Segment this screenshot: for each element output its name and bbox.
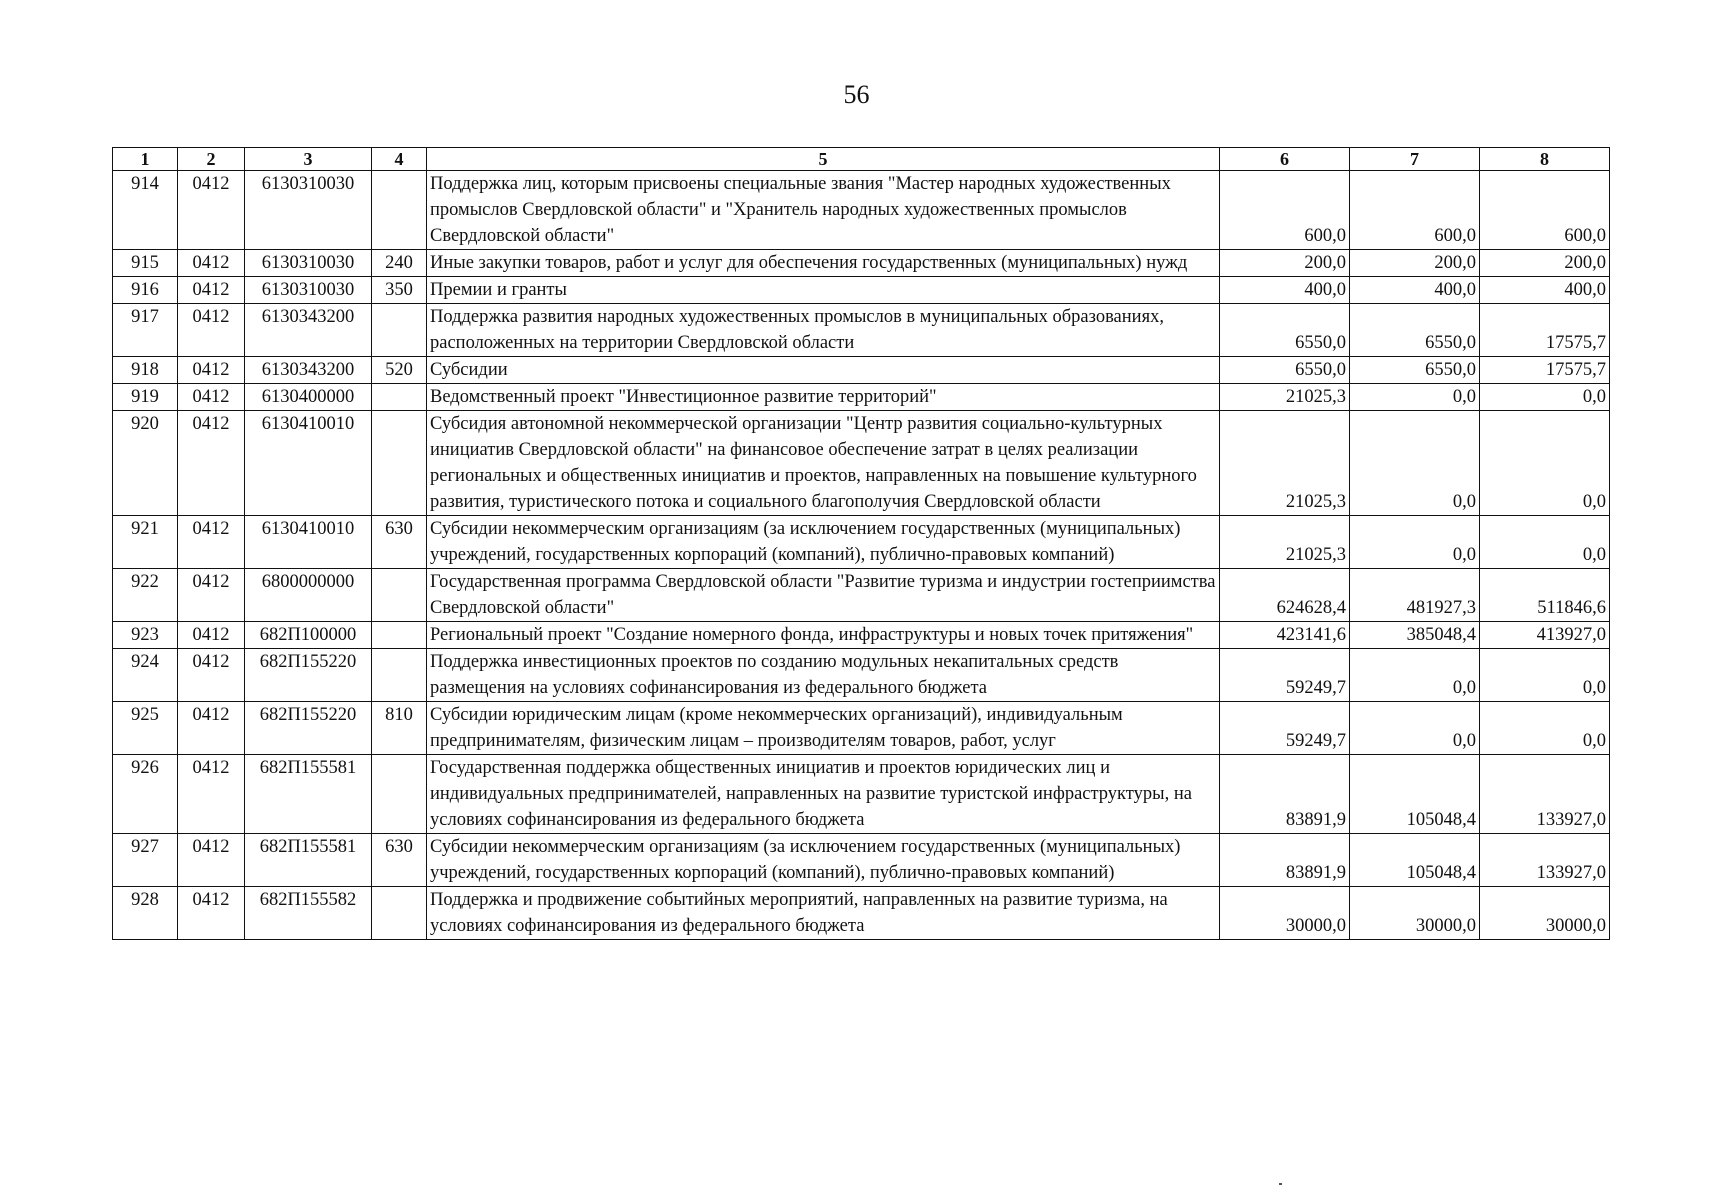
amount-col8-cell: 133927,0 bbox=[1480, 755, 1610, 834]
expense-type-cell: 630 bbox=[372, 516, 427, 569]
amount-col8-cell: 413927,0 bbox=[1480, 622, 1610, 649]
amount-col8-cell: 0,0 bbox=[1480, 516, 1610, 569]
amount-col7-cell: 30000,0 bbox=[1350, 887, 1480, 940]
column-header-4: 4 bbox=[372, 148, 427, 171]
amount-col6-cell: 30000,0 bbox=[1220, 887, 1350, 940]
amount-col7-cell: 0,0 bbox=[1350, 702, 1480, 755]
expense-type-cell bbox=[372, 304, 427, 357]
section-code-cell: 0412 bbox=[178, 622, 245, 649]
column-header-1: 1 bbox=[113, 148, 178, 171]
amount-col7-cell: 0,0 bbox=[1350, 649, 1480, 702]
amount-col7-cell: 0,0 bbox=[1350, 516, 1480, 569]
table-row bbox=[113, 649, 1610, 702]
amount-col8-cell: 511846,6 bbox=[1480, 569, 1610, 622]
target-code-cell: 6130410010 bbox=[245, 411, 372, 516]
amount-col8-cell: 17575,7 bbox=[1480, 304, 1610, 357]
section-code-cell: 0412 bbox=[178, 250, 245, 277]
row-number-cell: 927 bbox=[113, 834, 178, 887]
column-header-7: 7 bbox=[1350, 148, 1480, 171]
target-code-cell: 682П155582 bbox=[245, 887, 372, 940]
section-code-cell: 0412 bbox=[178, 384, 245, 411]
item-name-cell: Поддержка инвестиционных проектов по созданию модульных некапитальных средств размещения на условиях софинансирования из федерального бюджета bbox=[427, 649, 1220, 702]
section-code-cell: 0412 bbox=[178, 755, 245, 834]
amount-col7-cell: 105048,4 bbox=[1350, 755, 1480, 834]
table-row bbox=[113, 622, 1610, 649]
expense-type-cell bbox=[372, 755, 427, 834]
amount-col7-cell: 6550,0 bbox=[1350, 304, 1480, 357]
expense-type-cell bbox=[372, 887, 427, 940]
expense-type-cell: 240 bbox=[372, 250, 427, 277]
item-name-cell: Субсидии некоммерческим организациям (за исключением государственных (муниципальных) учреждений, государственных корпораций (компаний), публично-правовых компаний) bbox=[427, 516, 1220, 569]
table-row bbox=[113, 887, 1610, 940]
expense-type-cell bbox=[372, 622, 427, 649]
table-body bbox=[113, 171, 1610, 940]
amount-col6-cell: 83891,9 bbox=[1220, 834, 1350, 887]
table-row bbox=[113, 304, 1610, 357]
amount-col6-cell: 83891,9 bbox=[1220, 755, 1350, 834]
row-number-cell: 914 bbox=[113, 171, 178, 250]
row-number-cell: 923 bbox=[113, 622, 178, 649]
target-code-cell: 682П155581 bbox=[245, 834, 372, 887]
target-code-cell: 6130410010 bbox=[245, 516, 372, 569]
target-code-cell: 6130310030 bbox=[245, 277, 372, 304]
expense-type-cell bbox=[372, 649, 427, 702]
amount-col6-cell: 600,0 bbox=[1220, 171, 1350, 250]
amount-col8-cell: 133927,0 bbox=[1480, 834, 1610, 887]
section-code-cell: 0412 bbox=[178, 702, 245, 755]
budget-table bbox=[112, 147, 1610, 940]
table-row bbox=[113, 277, 1610, 304]
section-code-cell: 0412 bbox=[178, 357, 245, 384]
target-code-cell: 6130310030 bbox=[245, 250, 372, 277]
table-row bbox=[113, 171, 1610, 250]
item-name-cell: Субсидии bbox=[427, 357, 1220, 384]
section-code-cell: 0412 bbox=[178, 171, 245, 250]
row-number-cell: 926 bbox=[113, 755, 178, 834]
target-code-cell: 6130400000 bbox=[245, 384, 372, 411]
table-header bbox=[113, 148, 1610, 171]
expense-type-cell bbox=[372, 384, 427, 411]
column-header-8: 8 bbox=[1480, 148, 1610, 171]
item-name-cell: Поддержка и продвижение событийных мероприятий, направленных на развитие туризма, на условиях софинансирования из федерального бюджета bbox=[427, 887, 1220, 940]
row-number-cell: 915 bbox=[113, 250, 178, 277]
amount-col7-cell: 400,0 bbox=[1350, 277, 1480, 304]
header-row bbox=[113, 148, 1610, 171]
row-number-cell: 920 bbox=[113, 411, 178, 516]
expense-type-cell: 520 bbox=[372, 357, 427, 384]
item-name-cell: Иные закупки товаров, работ и услуг для обеспечения государственных (муниципальных) нужд bbox=[427, 250, 1220, 277]
section-code-cell: 0412 bbox=[178, 649, 245, 702]
amount-col8-cell: 0,0 bbox=[1480, 649, 1610, 702]
column-header-5: 5 bbox=[427, 148, 1220, 171]
amount-col8-cell: 0,0 bbox=[1480, 411, 1610, 516]
amount-col6-cell: 624628,4 bbox=[1220, 569, 1350, 622]
amount-col8-cell: 400,0 bbox=[1480, 277, 1610, 304]
expense-type-cell bbox=[372, 171, 427, 250]
table-row bbox=[113, 384, 1610, 411]
item-name-cell: Поддержка развития народных художественных промыслов в муниципальных образованиях, расположенных на территории Свердловской области bbox=[427, 304, 1220, 357]
row-number-cell: 917 bbox=[113, 304, 178, 357]
section-code-cell: 0412 bbox=[178, 834, 245, 887]
item-name-cell: Поддержка лиц, которым присвоены специальные звания "Мастер народных художественных промыслов Свердловской области" и "Хранитель народных художественных промыслов Свердловской области" bbox=[427, 171, 1220, 250]
amount-col6-cell: 59249,7 bbox=[1220, 702, 1350, 755]
item-name-cell: Субсидии некоммерческим организациям (за исключением государственных (муниципальных) учреждений, государственных корпораций (компаний), публично-правовых компаний) bbox=[427, 834, 1220, 887]
scan-speck bbox=[1279, 1183, 1282, 1185]
target-code-cell: 682П100000 bbox=[245, 622, 372, 649]
amount-col7-cell: 6550,0 bbox=[1350, 357, 1480, 384]
table-row bbox=[113, 250, 1610, 277]
section-code-cell: 0412 bbox=[178, 887, 245, 940]
column-header-2: 2 bbox=[178, 148, 245, 171]
amount-col7-cell: 481927,3 bbox=[1350, 569, 1480, 622]
expense-type-cell bbox=[372, 569, 427, 622]
column-header-3: 3 bbox=[245, 148, 372, 171]
section-code-cell: 0412 bbox=[178, 569, 245, 622]
table-row bbox=[113, 357, 1610, 384]
item-name-cell: Государственная поддержка общественных инициатив и проектов юридических лиц и индивидуальных предпринимателей, направленных на развитие туристской инфраструктуры, на условиях софинансирования из федерального бюджета bbox=[427, 755, 1220, 834]
amount-col6-cell: 400,0 bbox=[1220, 277, 1350, 304]
table-row bbox=[113, 834, 1610, 887]
amount-col8-cell: 0,0 bbox=[1480, 384, 1610, 411]
section-code-cell: 0412 bbox=[178, 277, 245, 304]
page-number: 56 bbox=[843, 80, 870, 109]
amount-col7-cell: 0,0 bbox=[1350, 384, 1480, 411]
row-number-cell: 924 bbox=[113, 649, 178, 702]
table-row bbox=[113, 516, 1610, 569]
item-name-cell: Субсидия автономной некоммерческой организации "Центр развития социально-культурных инициатив Свердловской области" на финансовое обеспечение затрат в целях реализации региональных и общественных инициатив и проектов, направленных на повышение культурного развития, туристического потока и социального благополучия Свердловской области bbox=[427, 411, 1220, 516]
row-number-cell: 922 bbox=[113, 569, 178, 622]
section-code-cell: 0412 bbox=[178, 411, 245, 516]
amount-col7-cell: 385048,4 bbox=[1350, 622, 1480, 649]
amount-col6-cell: 59249,7 bbox=[1220, 649, 1350, 702]
amount-col6-cell: 423141,6 bbox=[1220, 622, 1350, 649]
row-number-cell: 916 bbox=[113, 277, 178, 304]
column-header-6: 6 bbox=[1220, 148, 1350, 171]
item-name-cell: Региональный проект "Создание номерного фонда, инфраструктуры и новых точек притяжения" bbox=[427, 622, 1220, 649]
row-number-cell: 925 bbox=[113, 702, 178, 755]
target-code-cell: 6130343200 bbox=[245, 304, 372, 357]
item-name-cell: Субсидии юридическим лицам (кроме некоммерческих организаций), индивидуальным предпринимателям, физическим лицам – производителям товаров, работ, услуг bbox=[427, 702, 1220, 755]
amount-col8-cell: 0,0 bbox=[1480, 702, 1610, 755]
item-name-cell: Ведомственный проект "Инвестиционное развитие территорий" bbox=[427, 384, 1220, 411]
section-code-cell: 0412 bbox=[178, 304, 245, 357]
amount-col7-cell: 105048,4 bbox=[1350, 834, 1480, 887]
expense-type-cell: 810 bbox=[372, 702, 427, 755]
target-code-cell: 6800000000 bbox=[245, 569, 372, 622]
row-number-cell: 921 bbox=[113, 516, 178, 569]
amount-col7-cell: 200,0 bbox=[1350, 250, 1480, 277]
expense-type-cell: 630 bbox=[372, 834, 427, 887]
section-code-cell: 0412 bbox=[178, 516, 245, 569]
target-code-cell: 682П155220 bbox=[245, 649, 372, 702]
row-number-cell: 918 bbox=[113, 357, 178, 384]
target-code-cell: 6130310030 bbox=[245, 171, 372, 250]
amount-col6-cell: 21025,3 bbox=[1220, 384, 1350, 411]
expense-type-cell: 350 bbox=[372, 277, 427, 304]
row-number-cell: 928 bbox=[113, 887, 178, 940]
amount-col8-cell: 17575,7 bbox=[1480, 357, 1610, 384]
amount-col6-cell: 6550,0 bbox=[1220, 357, 1350, 384]
table-row bbox=[113, 755, 1610, 834]
amount-col7-cell: 600,0 bbox=[1350, 171, 1480, 250]
amount-col6-cell: 21025,3 bbox=[1220, 411, 1350, 516]
amount-col8-cell: 200,0 bbox=[1480, 250, 1610, 277]
target-code-cell: 682П155581 bbox=[245, 755, 372, 834]
item-name-cell: Премии и гранты bbox=[427, 277, 1220, 304]
amount-col7-cell: 0,0 bbox=[1350, 411, 1480, 516]
amount-col6-cell: 200,0 bbox=[1220, 250, 1350, 277]
table-row bbox=[113, 411, 1610, 516]
amount-col8-cell: 600,0 bbox=[1480, 171, 1610, 250]
expense-type-cell bbox=[372, 411, 427, 516]
target-code-cell: 682П155220 bbox=[245, 702, 372, 755]
target-code-cell: 6130343200 bbox=[245, 357, 372, 384]
amount-col6-cell: 21025,3 bbox=[1220, 516, 1350, 569]
table-row bbox=[113, 569, 1610, 622]
amount-col8-cell: 30000,0 bbox=[1480, 887, 1610, 940]
row-number-cell: 919 bbox=[113, 384, 178, 411]
amount-col6-cell: 6550,0 bbox=[1220, 304, 1350, 357]
table-row bbox=[113, 702, 1610, 755]
item-name-cell: Государственная программа Свердловской области "Развитие туризма и индустрии гостеприимства Свердловской области" bbox=[427, 569, 1220, 622]
